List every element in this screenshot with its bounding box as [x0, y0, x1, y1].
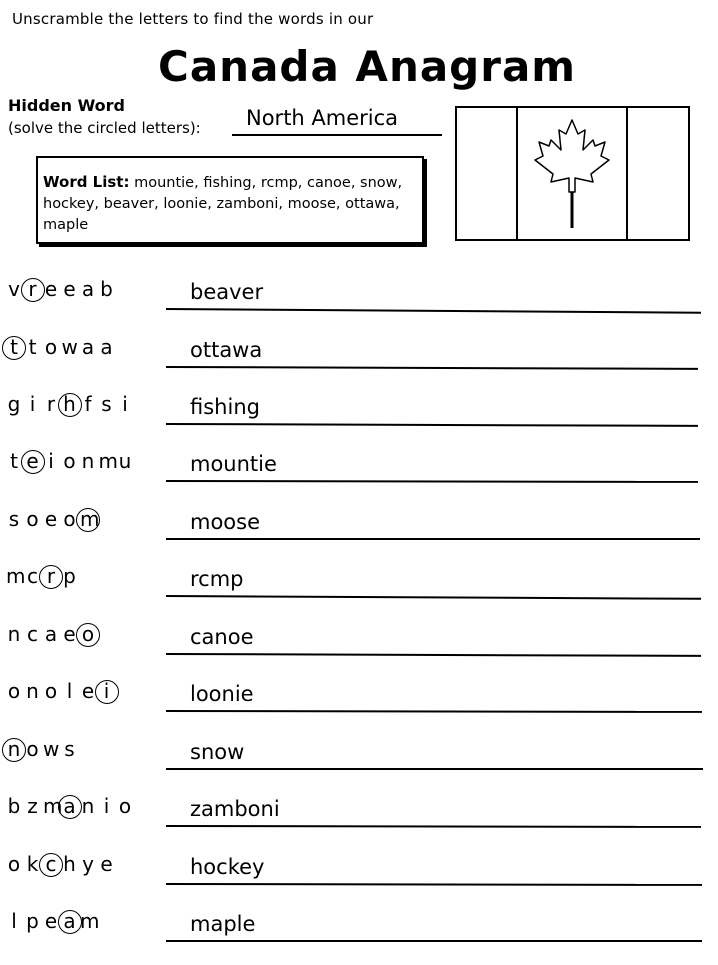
scrambled-letter: e	[44, 507, 58, 531]
scrambled-letter: k	[26, 852, 39, 876]
hidden-word-label: Hidden Word	[8, 96, 126, 115]
scrambled-letter: v	[8, 277, 20, 301]
scrambled-letters	[0, 276, 170, 306]
scrambled-letter: o	[63, 449, 76, 473]
scrambled-letter: t	[28, 335, 37, 359]
scrambled-letter: o	[44, 679, 58, 703]
anagram-row	[0, 678, 718, 735]
scrambled-letter: n	[26, 679, 39, 703]
scrambled-letters	[0, 851, 170, 881]
scrambled-letter: r	[46, 564, 56, 588]
scrambled-letters	[0, 678, 170, 708]
scrambled-letter: p	[63, 564, 76, 588]
scrambled-letter: a	[44, 622, 58, 646]
hidden-word-answer[interactable]: North America	[246, 106, 399, 130]
scrambled-letter: o	[44, 335, 58, 359]
scrambled-letter: f	[84, 392, 92, 416]
scrambled-letter: w	[61, 335, 78, 359]
scrambled-letter: h	[63, 852, 76, 876]
scrambled-letter: a	[81, 277, 95, 301]
answer-line	[166, 366, 698, 370]
answer-line	[166, 423, 698, 427]
scrambled-letter: n	[81, 794, 95, 818]
scrambled-letter: a	[63, 909, 76, 933]
scrambled-letter: y	[82, 852, 94, 876]
answer-line	[166, 480, 698, 483]
answer-text[interactable]: ottawa	[190, 338, 263, 362]
scrambled-letter: o	[26, 737, 39, 761]
scrambled-letter: a	[100, 335, 113, 359]
scrambled-letter: s	[8, 507, 20, 531]
circled-letter-marker	[95, 680, 119, 704]
scrambled-letter: g	[7, 392, 21, 416]
scrambled-letter: m	[80, 507, 100, 531]
scrambled-letter: r	[28, 277, 37, 301]
word-list-box	[36, 156, 424, 244]
scrambled-letter: o	[26, 507, 39, 531]
answer-line	[166, 308, 701, 314]
scrambled-letter: t	[10, 335, 18, 359]
answer-line	[166, 538, 700, 540]
anagram-row	[0, 851, 718, 908]
answer-line	[166, 710, 702, 713]
scrambled-letter: n	[7, 622, 21, 646]
scrambled-letter: e	[63, 622, 76, 646]
answer-text[interactable]: moose	[190, 510, 261, 534]
scrambled-letter: m	[6, 564, 26, 588]
scrambled-letter: m	[98, 449, 118, 473]
scrambled-letters	[0, 563, 170, 593]
word-list-words: mountie, fishing, rcmp, canoe, snow, hockey, beaver, loonie, zamboni, moose, ottawa, maple	[43, 175, 403, 233]
answer-line	[166, 825, 701, 828]
answer-text[interactable]: hockey	[190, 855, 265, 879]
scrambled-letters	[0, 908, 170, 938]
scrambled-letter: z	[27, 794, 38, 818]
circled-letter-marker	[76, 508, 100, 532]
scrambled-letter: b	[100, 277, 113, 301]
circled-letter-marker	[2, 336, 26, 360]
anagram-row	[0, 506, 718, 563]
anagram-row	[0, 621, 718, 678]
scrambled-letter: e	[44, 909, 58, 933]
scrambled-letter: t	[10, 449, 18, 473]
scrambled-letter: e	[44, 277, 58, 301]
scrambled-letter: s	[64, 737, 75, 761]
scrambled-letter: l	[66, 679, 73, 703]
scrambled-letter: e	[26, 449, 39, 473]
hidden-word-line	[232, 134, 442, 136]
anagram-row	[0, 563, 718, 620]
word-list-label: Word List:	[43, 173, 130, 191]
circled-letter-marker	[58, 795, 82, 819]
scrambled-letters	[0, 334, 170, 364]
answer-line	[166, 768, 703, 770]
scrambled-letter: p	[26, 909, 39, 933]
answer-text[interactable]: snow	[190, 740, 245, 764]
scrambled-letter: w	[43, 737, 60, 761]
scrambled-letter: m	[43, 794, 63, 818]
anagram-row	[0, 334, 718, 391]
answer-text[interactable]: fishing	[190, 395, 260, 419]
scrambled-letter: i	[122, 392, 128, 416]
answer-text[interactable]: zamboni	[190, 797, 280, 821]
scrambled-letter: o	[118, 794, 132, 818]
circled-letter-marker	[58, 910, 82, 934]
scrambled-letters	[0, 736, 170, 766]
scrambled-letter: o	[81, 622, 95, 646]
scrambled-letter: n	[7, 737, 21, 761]
scrambled-letter: m	[80, 909, 100, 933]
answer-text[interactable]: mountie	[190, 452, 277, 476]
anagram-row	[0, 276, 718, 333]
answer-line	[166, 940, 702, 942]
answer-text[interactable]: loonie	[190, 682, 254, 706]
scrambled-letter: i	[29, 392, 36, 416]
scrambled-letter: o	[63, 507, 76, 531]
scrambled-letter: c	[27, 564, 38, 588]
answer-line	[166, 595, 701, 600]
canada-flag	[455, 106, 691, 242]
answer-text[interactable]: beaver	[190, 280, 264, 304]
scrambled-letter: n	[81, 449, 95, 473]
scrambled-letters	[0, 391, 170, 421]
scrambled-letter: e	[63, 277, 76, 301]
circled-letter-marker	[39, 565, 63, 589]
scrambled-letter: i	[103, 679, 110, 703]
circled-letter-marker	[76, 623, 100, 647]
scrambled-letter: i	[48, 449, 54, 473]
answer-text[interactable]: canoe	[190, 625, 254, 649]
scrambled-letter: o	[7, 852, 21, 876]
answer-text[interactable]: rcmp	[190, 567, 244, 591]
answer-line	[166, 883, 702, 886]
anagram-row	[0, 391, 718, 448]
scrambled-letter: i	[103, 794, 110, 818]
scrambled-letters	[0, 506, 170, 536]
scrambled-letter: r	[46, 392, 56, 416]
anagram-row	[0, 908, 718, 965]
scrambled-letter: o	[7, 679, 21, 703]
anagram-row	[0, 793, 718, 850]
circled-letter-marker	[21, 278, 45, 302]
scrambled-letter: c	[27, 622, 38, 646]
hidden-word-instruction: (solve the circled letters):	[8, 119, 201, 137]
answer-text[interactable]: maple	[190, 912, 256, 936]
scrambled-letters	[0, 621, 170, 651]
scrambled-letters	[0, 448, 170, 478]
scrambled-letter: c	[45, 852, 57, 876]
answer-line	[166, 653, 701, 657]
anagram-row	[0, 736, 718, 793]
anagram-row	[0, 448, 718, 505]
scrambled-letters	[0, 793, 170, 823]
circled-letter-marker	[21, 450, 45, 474]
scrambled-letter: e	[81, 679, 95, 703]
scrambled-letter: h	[63, 392, 76, 416]
scrambled-letter: a	[63, 794, 76, 818]
circled-letter-marker	[39, 853, 63, 877]
scrambled-letter: b	[7, 794, 21, 818]
scrambled-letter: u	[118, 449, 132, 473]
scrambled-letter: l	[11, 909, 17, 933]
scrambled-letter: s	[101, 392, 112, 416]
page-title: Canada Anagram	[158, 42, 577, 91]
intro-text: Unscramble the letters to find the words in our	[12, 10, 374, 28]
circled-letter-marker	[58, 393, 82, 417]
scrambled-letter: e	[100, 852, 113, 876]
scrambled-letter: a	[81, 335, 95, 359]
circled-letter-marker	[2, 738, 26, 762]
